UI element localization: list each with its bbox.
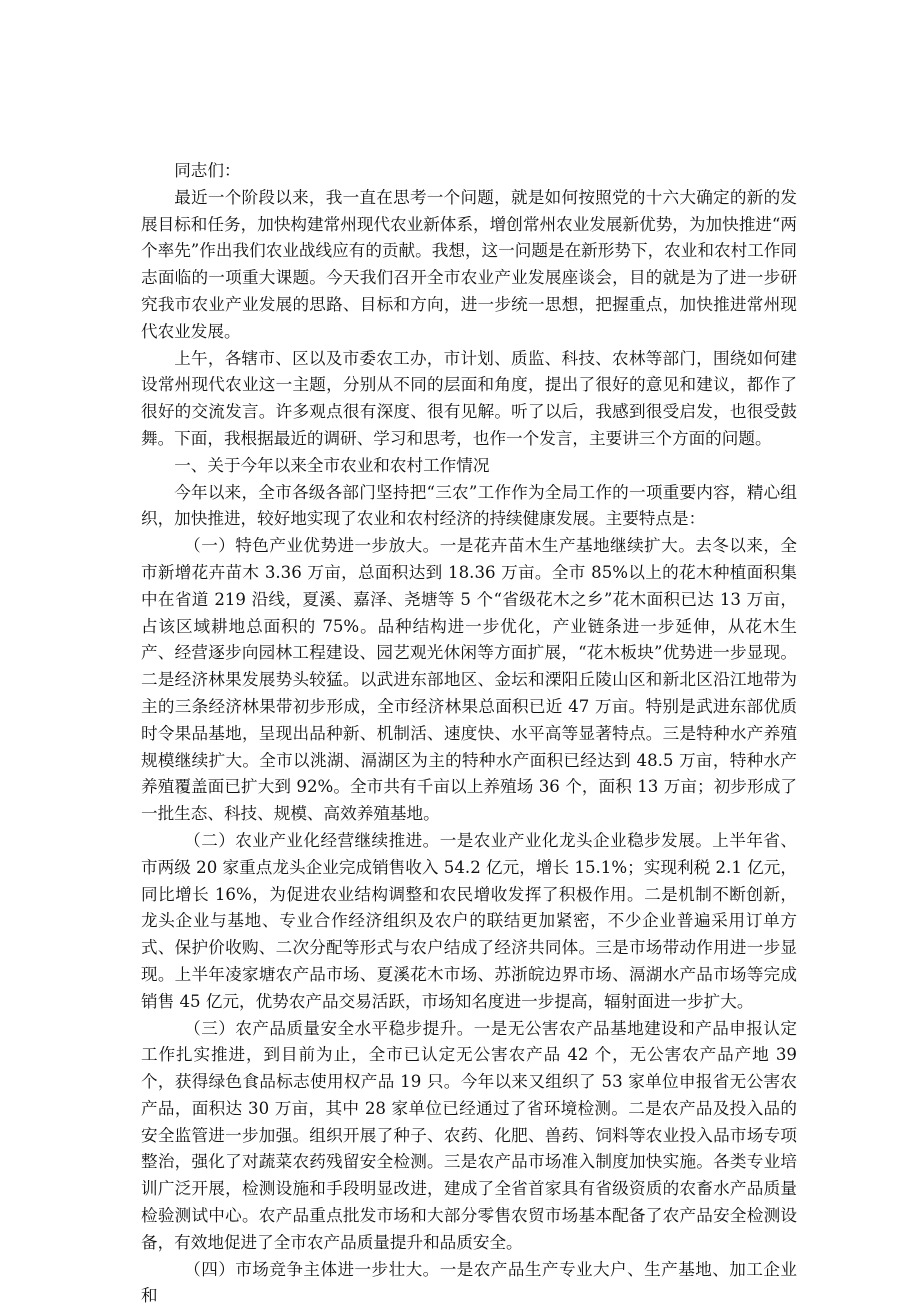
paragraph-morning-session: 上午，各辖市、区以及市委农工办，市计划、质监、科技、农林等部门，围绕如何建设常州现代农业这一主题，分别从不同的层面和角度，提出了很好的意见和建议，都作了很好的交流发言。许多观点很有深度、很有见解。听了以后，我感到很受启发，也很受鼓舞。下面，我根据最近的调研、学习和思考，也作一个发言，主要讲三个方面的问题。 bbox=[141, 348, 797, 448]
subsection-3: （三）农产品质量安全水平稳步提升。一是无公害农产品基地建设和产品申报认定工作扎实推进，到目前为止，全市已认定无公害农产品 42 个，无公害农产品产地 39 个，获得绿色食品标志使用权产品 19 只。今年以来又组织了 53 家单位申报省无公害农产品，面积达 30 万亩，其中 28 家单位已经通过了省环境检测。二是农产品及投入品的安全监管进一步加强。组织开展了种子、农药、化肥、兽药、饲料等农业投入品市场专项整治，强化了对蔬菜农药残留安全检测。三是农产品市场准入制度加快实施。各类专业培训广泛开展，检测设施和手段明显改进，建成了全省首家具有省级资质的农畜水产品质量检验测试中心。农产品重点批发市场和大部分零售农贸市场基本配备了农产品安全检测设备，有效地促进了全市农产品质量提升和品质安全。 bbox=[141, 1018, 797, 1252]
subsection-4: （四）市场竞争主体进一步壮大。一是农产品生产专业大户、生产基地、加工企业和 bbox=[141, 1259, 797, 1306]
subsection-1: （一）特色产业优势进一步放大。一是花卉苗木生产基地继续扩大。去冬以来，全市新增花卉苗木 3.36 万亩，总面积达到 18.36 万亩。全市 85%以上的花木种植面积集中在省道 219 沿线，夏溪、嘉泽、尧塘等 5 个“省级花木之乡”花木面积已达 13 万亩，占该区域耕地总面积的 75%。品种结构进一步优化，产业链条进一步延伸，从花木生产、经营逐步向园林工程建设、园艺观光休闲等方面扩展，“花木板块”优势进一步显现。二是经济林果发展势头较猛。以武进东部地区、金坛和溧阳丘陵山区和新北区沿江地带为主的三条经济林果带初步形成，全市经济林果总面积已近 47 万亩。特别是武进东部优质时令果品基地，呈现出品种新、机制活、速度快、水平高等显著特点。三是特种水产养殖规模继续扩大。全市以洮湖、滆湖区为主的特种水产面积已经达到 48.5 万亩，特种水产养殖覆盖面已扩大到 92%。全市共有千亩以上养殖场 36 个，面积 13 万亩；初步形成了一批生态、科技、规模、高效养殖基地。 bbox=[141, 536, 797, 824]
section-heading: 一、关于今年以来全市农业和农村工作情况 bbox=[174, 455, 490, 475]
document-body bbox=[141, 158, 797, 1310]
paragraph-intro: 最近一个阶段以来，我一直在思考一个问题，就是如何按照党的十六大确定的新的发展目标和任务，加快构建常州现代农业新体系，增创常州农业发展新优势，为加快推进“两个率先”作出我们农业战线应有的贡献。我想，这一问题是在新形势下，农业和农村工作同志面临的一项重大课题。今天我们召开全市农业产业发展座谈会，目的就是为了进一步研究我市农业产业发展的思路、目标和方向，进一步统一思想，把握重点，加快推进常州现代农业发展。 bbox=[141, 187, 797, 341]
subsection-2: （二）农业产业化经营继续推进。一是农业产业化龙头企业稳步发展。上半年省、市两级 20 家重点龙头企业完成销售收入 54.2 亿元，增长 15.1%；实现利税 2.1 亿元，同比增长 16%，为促进农业结构调整和农民增收发挥了积极作用。二是机制不断创新，龙头企业与基地、专业合作经济组织及农户的联结更加紧密，不少企业普遍采用订单方式、保护价收购、二次分配等形式与农户结成了经济共同体。三是市场带动作用进一步显现。上半年凌家塘农产品市场、夏溪花木市场、苏浙皖边界市场、滆湖水产品市场等完成销售 45 亿元，优势农产品交易活跃，市场知名度进一步提高，辐射面进一步扩大。 bbox=[141, 830, 797, 1011]
salutation: 同志们： bbox=[174, 161, 241, 180]
section-intro: 今年以来，全市各级各部门坚持把“三农”工作作为全局工作的一项重要内容，精心组织，加快推进，较好地实现了农业和农村经济的持续健康发展。主要特点是： bbox=[141, 482, 797, 529]
